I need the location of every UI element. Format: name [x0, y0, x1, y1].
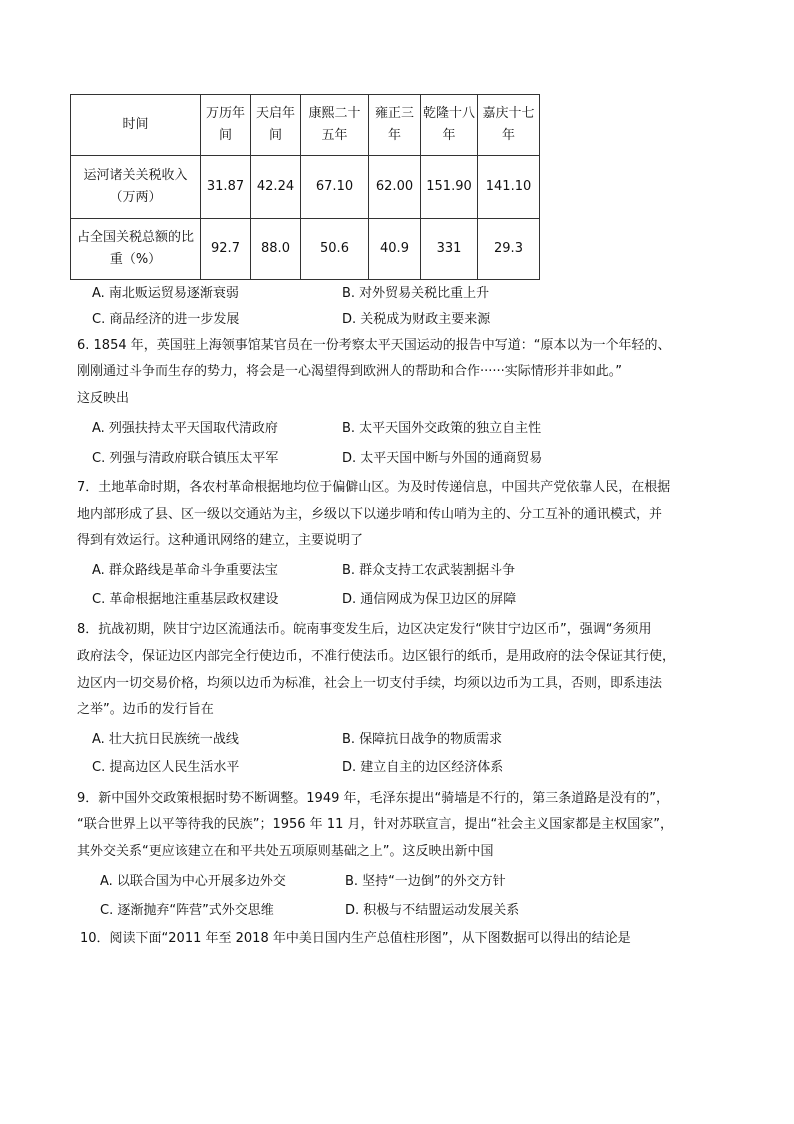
q7-stem-line: 得到有效运行。这种通讯网络的建立，主要说明了: [77, 533, 364, 548]
q9-option-a: A. 以联合国为中心开展多边外交: [100, 874, 286, 889]
q7-stem-line: 7．土地革命时期，各农村革命根据地均位于偏僻山区。为及时传递信息，中国共产党依靠人民，在根据: [77, 480, 671, 495]
table-cell: 151.90: [421, 156, 478, 219]
table-header-cell: 万历年 间: [201, 95, 251, 156]
q5-option-c: C. 商品经济的进一步发展: [92, 312, 240, 327]
q7-stem-line: 地内部形成了县、区一级以交通站为主，乡级以下以递步哨和传山哨为主的、分工互补的通讯模式，并: [77, 507, 663, 522]
q6-option-d: D. 太平天国中断与外国的通商贸易: [342, 451, 543, 466]
table-header-cell: 康熙二十 五年: [301, 95, 369, 156]
table-header-cell: 雍正三 年: [369, 95, 421, 156]
q6-option-c: C. 列强与清政府联合镇压太平军: [92, 451, 279, 466]
q9-stem-line: 其外交关系“更应该建立在和平共处五项原则基础之上”。这反映出新中国: [77, 844, 494, 859]
table-row-label: 占全国关税总额的比 重（%）: [71, 219, 201, 280]
q7-option-a: A. 群众路线是革命斗争重要法宝: [92, 563, 278, 578]
q8-option-c: C. 提高边区人民生活水平: [92, 760, 240, 775]
table-header-cell: 时间: [71, 95, 201, 156]
q7-option-c: C. 革命根据地注重基层政权建设: [92, 592, 279, 607]
q9-option-d: D. 积极与不结盟运动发展关系: [345, 903, 520, 918]
q6-option-b: B. 太平天国外交政策的独立自主性: [342, 421, 542, 436]
table-cell: 62.00: [369, 156, 421, 219]
table-cell: 50.6: [301, 219, 369, 280]
table-header-cell: 天启年 间: [251, 95, 301, 156]
table-row: [71, 219, 540, 280]
table-cell: 141.10: [478, 156, 540, 219]
q8-option-a: A. 壮大抗日民族统一战线: [92, 732, 239, 747]
q7-option-b: B. 群众支持工农武装割据斗争: [342, 563, 516, 578]
q9-option-b: B. 坚持“一边倒”的外交方针: [345, 874, 506, 889]
q6-option-a: A. 列强扶持太平天国取代清政府: [92, 421, 278, 436]
table-header-cell: 嘉庆十七 年: [478, 95, 540, 156]
table-row-label: 运河诸关关税收入 （万两）: [71, 156, 201, 219]
q6-stem-line: 6. 1854 年，英国驻上海领事馆某官员在一份考察太平天国运动的报告中写道：“原本以为一个年轻的、: [77, 338, 671, 353]
q8-option-d: D. 建立自主的边区经济体系: [342, 760, 504, 775]
table-cell: 67.10: [301, 156, 369, 219]
q9-stem-line: 9．新中国外交政策根据时势不断调整。1949 年，毛泽东提出“骑墙是不行的，第三条道路是没有的”，: [77, 791, 669, 806]
customs-revenue-table: [70, 94, 540, 280]
table-row: [71, 156, 540, 219]
q5-option-d: D. 关税成为财政主要来源: [342, 312, 491, 327]
table-cell: 331: [421, 219, 478, 280]
q6-stem-line: 刚刚通过斗争而生存的势力，将会是一心渴望得到欧洲人的帮助和合作······实际情形并非如此。”: [77, 364, 623, 379]
q8-option-b: B. 保障抗日战争的物质需求: [342, 732, 503, 747]
q8-stem-line: 政府法令，保证边区内部完全行使边币，不准行使法币。边区银行的纸币，是用政府的法令保证其行使，: [77, 649, 676, 664]
q5-option-a: A. 南北贩运贸易逐渐衰弱: [92, 286, 239, 301]
q10-stem-line: 10．阅读下面“2011 年至 2018 年中美日国内生产总值柱形图”，从下图数据可以得出的结论是: [80, 931, 631, 946]
table-cell: 29.3: [478, 219, 540, 280]
table-cell: 31.87: [201, 156, 251, 219]
q8-stem-line: 边区内一切交易价格，均须以边币为标准，社会上一切支付手续，均须以边币为工具，否则，即系违法: [77, 676, 663, 691]
q8-stem-line: 之举”。边币的发行旨在: [77, 702, 214, 717]
table-header-cell: 乾隆十八 年: [421, 95, 478, 156]
table-cell: 42.24: [251, 156, 301, 219]
q6-stem-line: 这反映出: [77, 391, 130, 406]
q7-option-d: D. 通信网成为保卫边区的屏障: [342, 592, 517, 607]
q9-option-c: C. 逐渐抛弃“阵营”式外交思维: [100, 903, 274, 918]
q8-stem-line: 8．抗战初期，陕甘宁边区流通法币。皖南事变发生后，边区决定发行“陕甘宁边区币”，强调“务须用: [77, 622, 652, 637]
q9-stem-line: “联合世界上以平等待我的民族”；1956 年 11 月，针对苏联宣言，提出“社会主义国家都是主权国家”，: [77, 817, 673, 832]
table-cell: 92.7: [201, 219, 251, 280]
table-header-row: [71, 95, 540, 156]
table-cell: 88.0: [251, 219, 301, 280]
q5-option-b: B. 对外贸易关税比重上升: [342, 286, 490, 301]
table-cell: 40.9: [369, 219, 421, 280]
